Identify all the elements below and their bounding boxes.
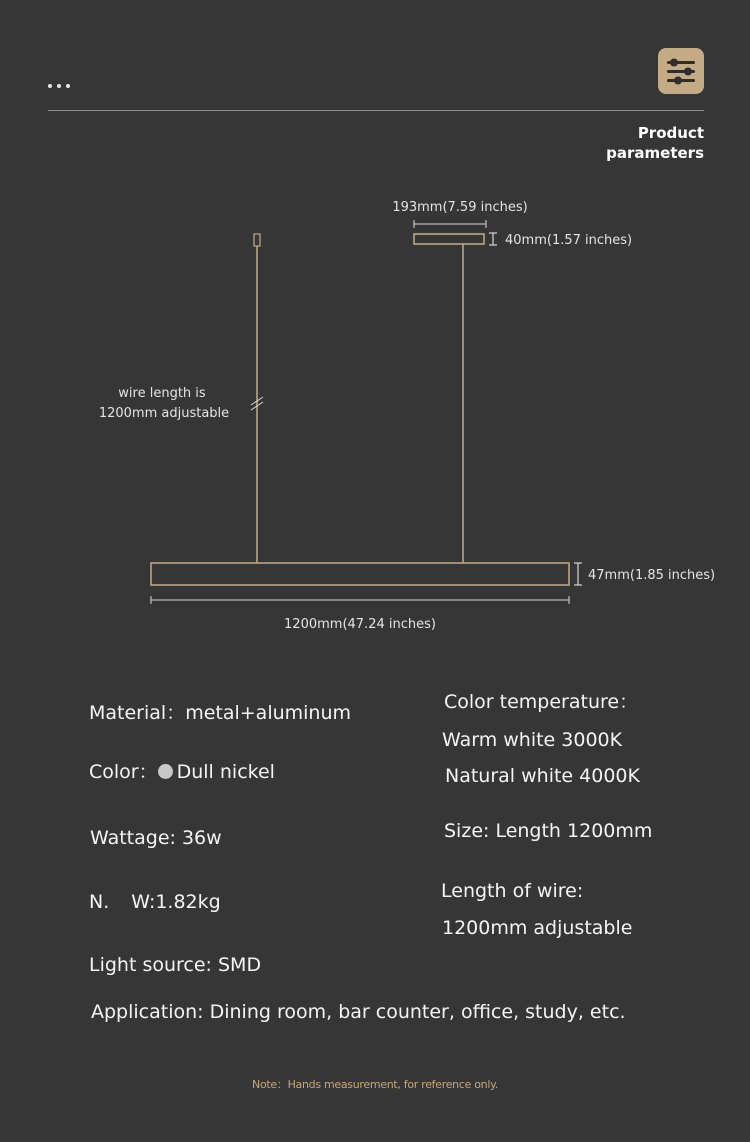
section-title-line2: parameters — [606, 144, 704, 162]
spec-weight-value: W:1.82kg — [131, 891, 221, 913]
wire-anchor — [254, 234, 260, 246]
reference-note: Note：Hands measurement, for reference only. — [252, 1078, 498, 1091]
section-title-line1: Product — [637, 124, 704, 142]
spec-application: Application: Dining room, bar counter, office, study, etc. — [91, 1001, 626, 1023]
canopy — [414, 234, 484, 244]
spec-weight-label: N. — [89, 891, 110, 913]
wire-length-line2: 1200mm adjustable — [98, 406, 230, 421]
spec-color — [89, 760, 275, 784]
spec-color-temp-title: Color temperature： — [444, 691, 639, 713]
color-swatch — [158, 764, 173, 779]
light-bar — [151, 563, 569, 585]
top-height-label: 40mm(1.57 inches) — [505, 233, 633, 248]
spec-wire-title: Length of wire: — [441, 880, 584, 902]
bar-height-label: 47mm(1.85 inches) — [588, 568, 716, 583]
spec-color-value: Dull nickel — [176, 761, 275, 783]
bar-length-label: 1200mm(47.24 inches) — [284, 617, 436, 632]
spec-light-source: Light source: SMD — [89, 954, 262, 976]
spec-wire-value: 1200mm adjustable — [442, 917, 633, 939]
spec-size: Size: Length 1200mm — [444, 820, 653, 842]
spec-color-temp-natural: Natural white 4000K — [445, 765, 640, 787]
spec-weight — [89, 890, 221, 914]
spec-material: Material：metal+aluminum — [89, 702, 352, 724]
top-width-label: 193mm(7.59 inches) — [392, 200, 528, 215]
spec-color-label: Color： — [89, 761, 158, 783]
spec-color-temp-warm: Warm white 3000K — [442, 729, 623, 751]
wire-length-line1: wire length is — [118, 386, 206, 401]
spec-wattage: Wattage: 36w — [90, 827, 222, 849]
